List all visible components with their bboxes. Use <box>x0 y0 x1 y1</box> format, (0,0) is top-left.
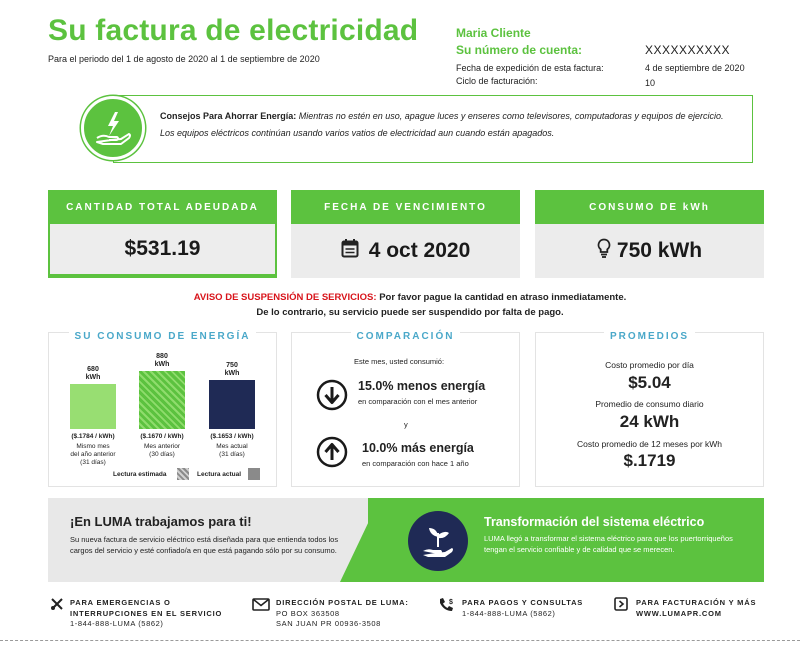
consumption-value: 750 kWh <box>616 239 703 262</box>
suspension-notice-title: AVISO DE SUSPENSIÓN DE SERVICIOS: <box>193 292 377 303</box>
comparison-panel-title: COMPARACIÓN <box>351 331 461 342</box>
avg12-label: Costo promedio de 12 meses por kWh <box>576 439 723 449</box>
issue-date-label: Fecha de expedición de esta factura: <box>456 63 604 73</box>
arrow-up-circle-icon <box>316 436 348 473</box>
bar-rate-label: ($.1670 / kWh) <box>140 433 184 440</box>
arrow-down-circle-icon <box>316 379 348 416</box>
increase-subtext: en comparación con hace 1 año <box>362 459 469 468</box>
footer-emergencies <box>70 598 222 630</box>
footer-emergencies-phone: 1-844-888-LUMA (5862) <box>70 619 164 628</box>
billing-period: Para el periodo del 1 de agosto de 2020 al 1 de septiembre de 2020 <box>48 54 320 64</box>
footer-postal-line3: SAN JUAN PR 00936-3508 <box>276 619 381 628</box>
averages-panel-title: PROMEDIOS <box>604 331 695 342</box>
bar-rate-label: ($.1653 / kWh) <box>210 433 254 440</box>
averages-panel <box>535 332 764 487</box>
footer-postal-line1: DIRECCIÓN POSTAL DE LUMA: <box>276 598 409 607</box>
legend-estimated-label: Lectura estimada <box>113 471 167 478</box>
consumption-bar <box>70 384 116 429</box>
tools-icon <box>50 597 64 616</box>
avg12-value: $.1719 <box>623 451 676 470</box>
lightbulb-icon <box>597 238 611 264</box>
bar-value-label: 750 kWh <box>224 362 240 377</box>
daily-cost-label: Costo promedio por día <box>605 360 694 370</box>
transformation-body: LUMA llegó a transformar el sistema eléctrico para que los puertorriqueños tengan el servicio confiable y de calidad que se merecen. <box>484 534 733 554</box>
footer-payments <box>462 598 583 619</box>
issue-date-value: 4 de septiembre de 2020 <box>645 63 745 73</box>
legend-estimated-swatch <box>177 468 189 480</box>
consumption-chart <box>49 333 276 486</box>
total-due-label: CANTIDAD TOTAL ADEUDADA <box>50 190 275 224</box>
luma-body: Su nueva factura de servicio eléctrico está diseñada para que entienda todos los cargos del servicio y esté confiado/a en que está pagando sólo por su consumo. <box>70 535 339 555</box>
tear-line <box>0 640 800 641</box>
consumption-bar <box>139 371 185 429</box>
footer-emergencies-line2: INTERRUPCIONES EN EL SERVICIO <box>70 608 223 618</box>
web-arrow-icon <box>614 597 628 616</box>
comparison-and: y <box>404 420 408 429</box>
calendar-icon <box>341 238 359 264</box>
billing-cycle-value: 10 <box>645 78 656 88</box>
transformation-heading: Transformación del sistema eléctrico <box>484 515 705 529</box>
suspension-notice <box>60 290 760 320</box>
consumption-bar <box>209 380 255 429</box>
footer-postal <box>276 598 409 630</box>
increase-text: más energía <box>397 441 474 455</box>
consumption-panel <box>48 332 277 487</box>
comparison-panel <box>291 332 520 487</box>
decrease-percent: 15.0% <box>358 379 394 393</box>
page-title: Su factura de electricidad <box>48 14 419 47</box>
footer-billing <box>636 598 756 619</box>
total-due-value: $531.19 <box>50 224 275 274</box>
plant-hand-icon <box>408 511 468 571</box>
daily-use-label: Promedio de consumo diario <box>595 399 704 409</box>
due-date-card <box>291 190 520 278</box>
energy-tip-body: Mientras no estén en uso, apague luces y enseres como televisores, computadoras y equipos de ejercicio. Los equipos eléctricos continúan usando varios vatios de electricidad aun cuando están apagados. <box>160 111 724 138</box>
bar-value-label: 880 kWh <box>154 353 170 368</box>
daily-cost-value: $5.04 <box>628 373 671 392</box>
total-due-card <box>48 190 277 278</box>
customer-name: Maria Cliente <box>456 26 531 40</box>
due-date-label: FECHA DE VENCIMIENTO <box>291 190 520 224</box>
footer-payments-phone: 1-844-888-LUMA (5862) <box>462 608 556 618</box>
footer-billing-website[interactable]: WWW.LUMAPR.COM <box>636 608 722 618</box>
consumption-card <box>535 190 764 278</box>
energy-tip-title: Consejos Para Ahorrar Energía: <box>160 111 297 121</box>
hand-lightning-icon <box>81 96 145 160</box>
phone-dollar-icon <box>438 597 456 618</box>
bar-rate-label: ($.1784 / kWh) <box>71 433 115 440</box>
due-date-value: 4 oct 2020 <box>368 239 471 262</box>
footer-emergencies-line1: PARA EMERGENCIAS O <box>70 598 171 607</box>
legend-actual-label: Lectura actual <box>197 471 242 478</box>
consumption-label: CONSUMO DE kWh <box>535 190 764 224</box>
bar-category-label: Mismo mes del año anterior (31 días) <box>70 443 116 466</box>
energy-tip-text <box>160 108 740 142</box>
decrease-text: menos energía <box>393 379 486 393</box>
bar-category-label: Mes anterior (30 días) <box>143 443 181 458</box>
luma-heading: ¡En LUMA trabajamos para ti! <box>70 514 252 529</box>
bar-value-label: 680 kWh <box>85 366 101 381</box>
account-label: Su número de cuenta: <box>456 43 583 57</box>
suspension-notice-line2: De lo contrario, su servicio puede ser suspendido por falta de pago. <box>256 307 564 318</box>
suspension-notice-line1: Por favor pague la cantidad en atraso inmediatamente. <box>376 292 627 303</box>
account-number: XXXXXXXXXX <box>645 43 731 57</box>
consumption-panel-title: SU CONSUMO DE ENERGÍA <box>69 331 257 342</box>
increase-percent: 10.0% <box>362 441 398 455</box>
envelope-icon <box>252 598 270 616</box>
svg-text:$: $ <box>449 599 453 606</box>
footer-postal-line2: PO BOX 363508 <box>276 608 340 618</box>
comparison-intro: Este mes, usted consumió: <box>354 357 445 366</box>
footer-payments-line1: PARA PAGOS Y CONSULTAS <box>462 598 584 607</box>
decrease-subtext: en comparación con el mes anterior <box>358 397 478 406</box>
footer-billing-line1: PARA FACTURACIÓN Y MÁS <box>636 598 757 607</box>
legend-actual-swatch <box>248 468 260 480</box>
daily-use-value: 24 kWh <box>619 412 680 431</box>
billing-cycle-label: Ciclo de facturación: <box>456 76 538 86</box>
bar-category-label: Mes actual (31 días) <box>216 443 248 458</box>
